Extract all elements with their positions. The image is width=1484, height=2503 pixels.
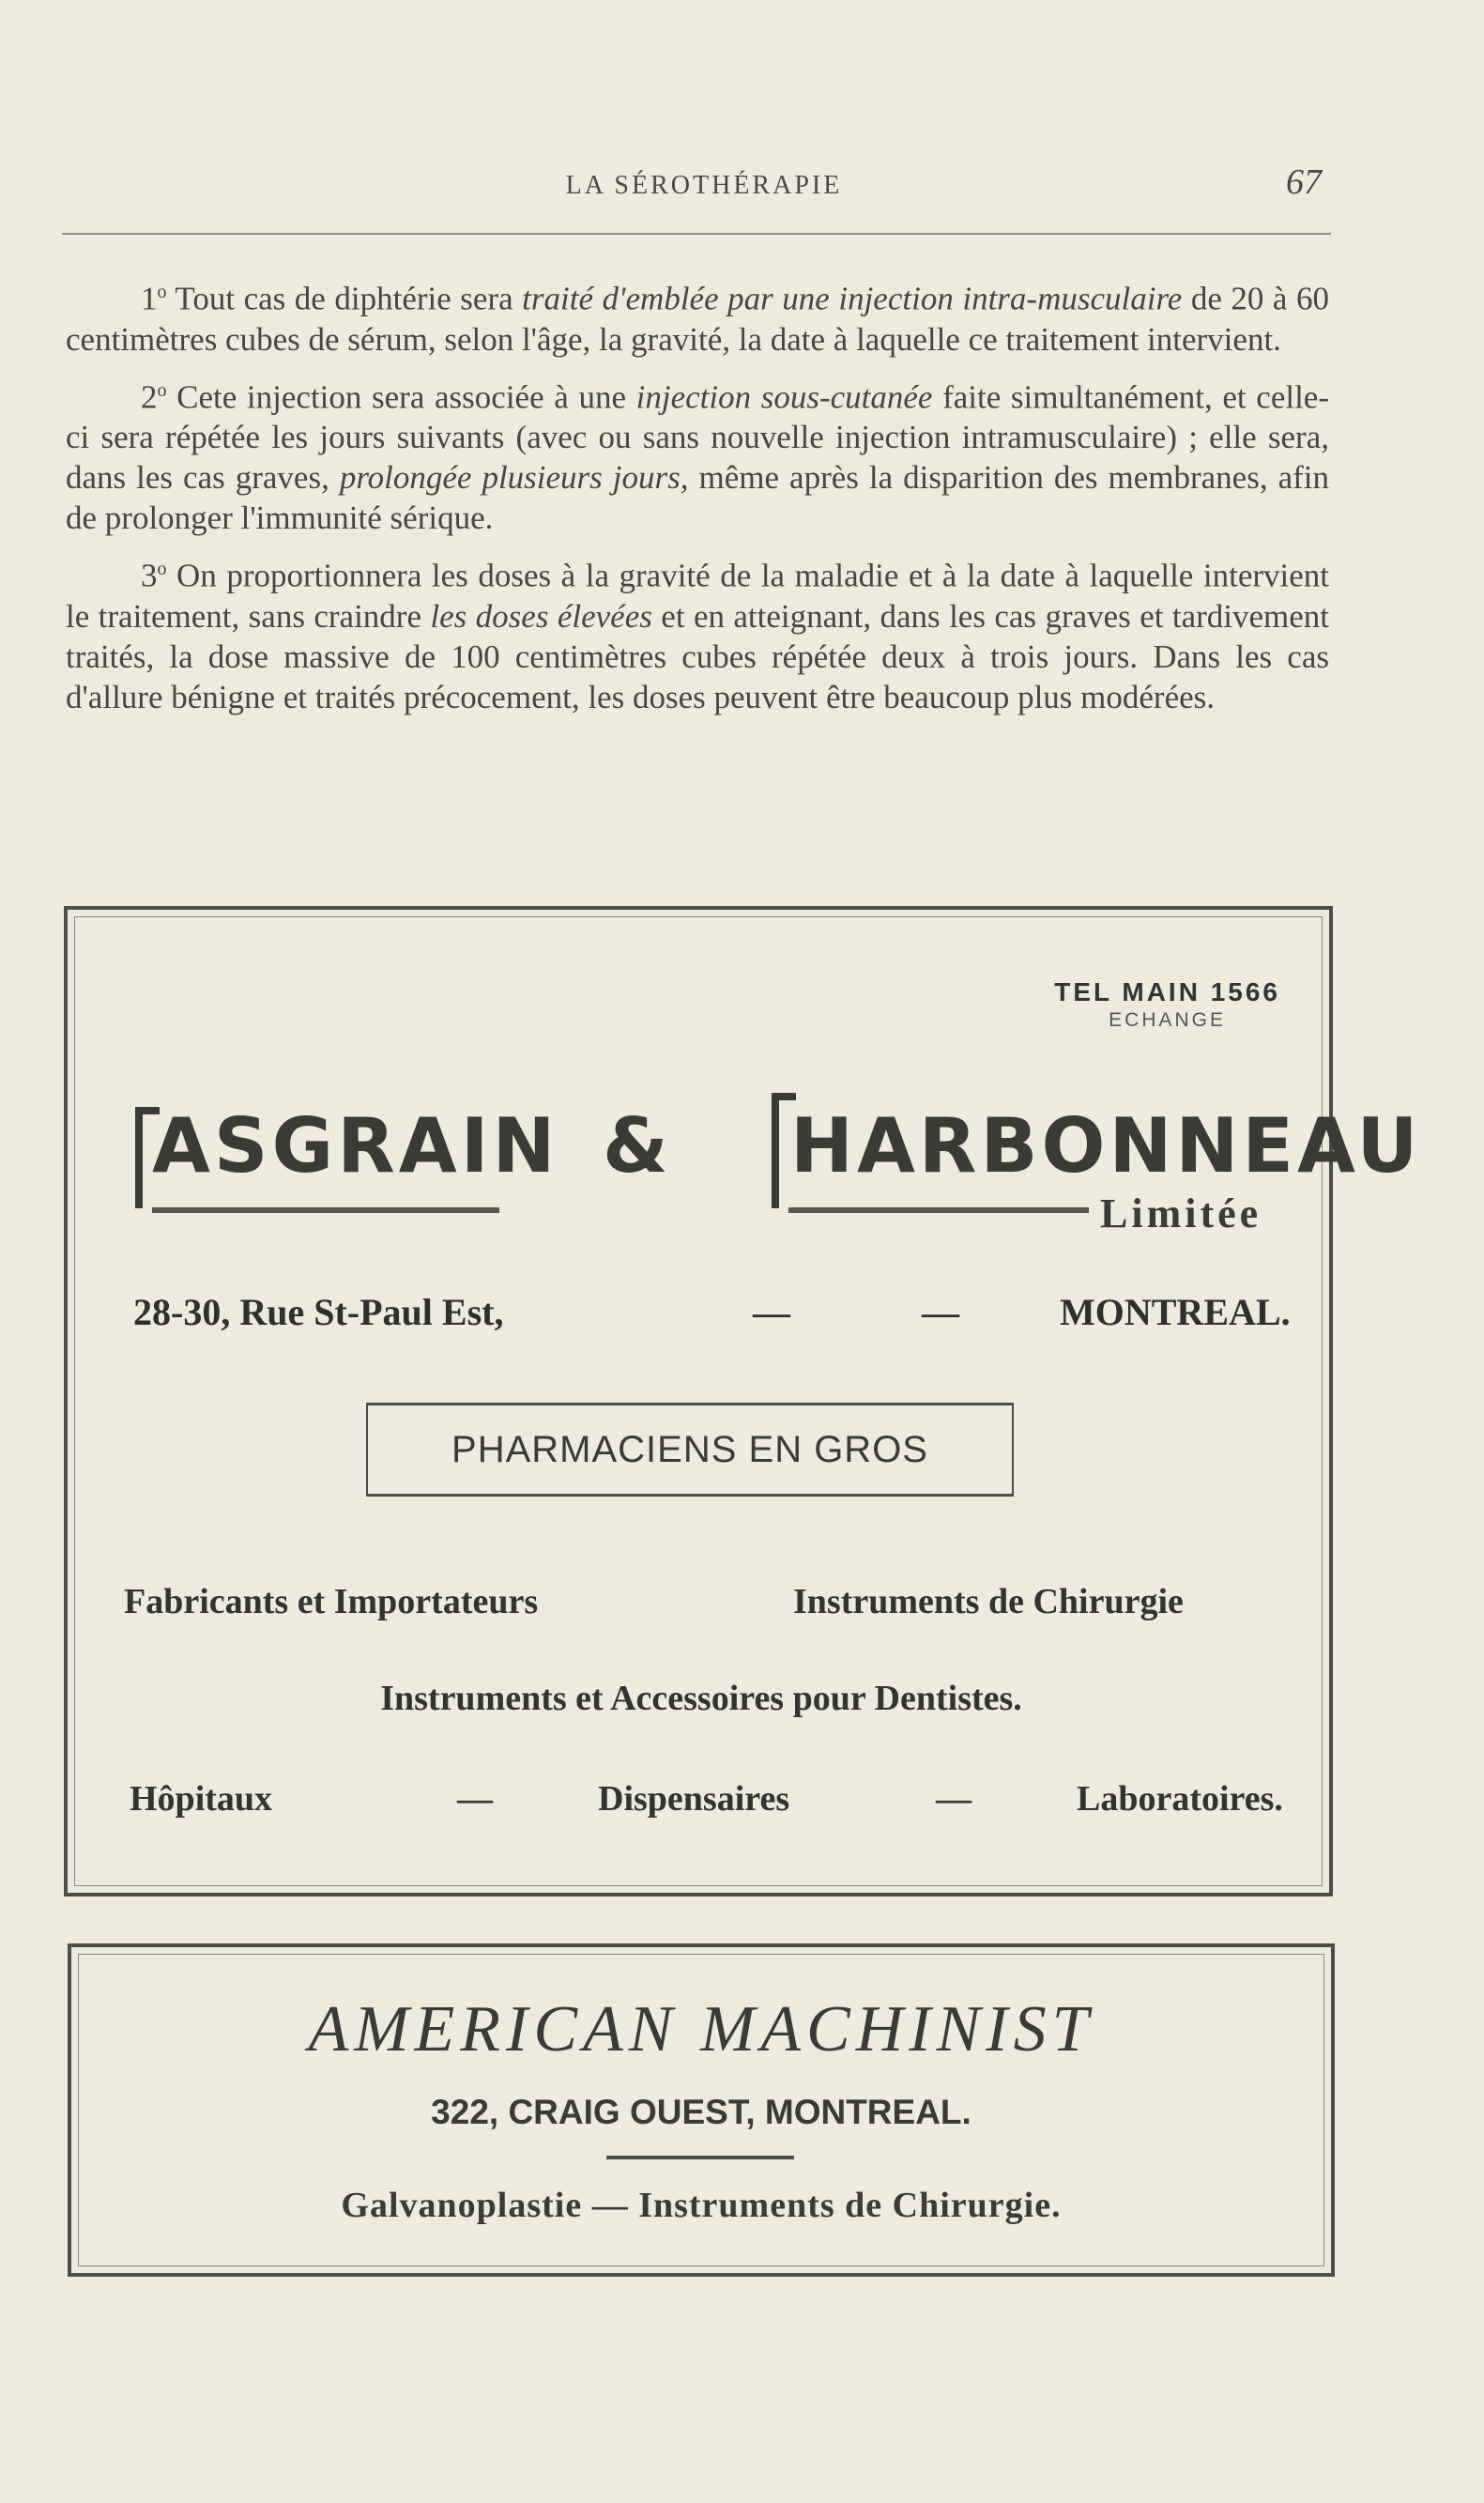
hopitaux-text: Hôpitaux (130, 1779, 273, 1819)
telephone-block (1054, 977, 1280, 1032)
separator-rule (606, 2156, 794, 2159)
company-services: Galvanoplastie — Instruments de Chirurgie. (341, 2186, 1062, 2225)
paragraph (66, 371, 1329, 539)
logo-underline (152, 1207, 499, 1213)
advertisement-lasgrain-charbonneau (64, 906, 1422, 1896)
logo-word-lasgrain: ASGRAIN (152, 1102, 559, 1190)
dentists-text: Instruments et Accessoires pour Dentistes. (380, 1679, 1022, 1718)
pharmaciens-box: PHARMACIENS EN GROS (366, 1403, 1014, 1497)
dash: — (936, 1779, 971, 1819)
text-run: Cete injection sera associée à une (166, 378, 636, 416)
text-run: même après la disparition des membranes, afin de prolonger l'immunité sérique. (66, 459, 1329, 537)
text-run: faite simultanément, et celle-ci sera répétée les jours suivants (avec ou sans nouvelle injection intramusculaire) ; elle sera, dans les cas graves, (66, 378, 1329, 497)
paragraph-number: 3 (141, 557, 158, 594)
page-number: 67 (1286, 162, 1322, 202)
article-body (66, 272, 1329, 729)
paragraph (66, 549, 1329, 717)
text-run: de 20 à 60 centimètres cubes de sérum, selon l'âge, la gravité, la date à laquelle ce traitement intervient. (66, 280, 1329, 358)
header-rule (62, 233, 1331, 235)
ordinal-mark: o (157, 379, 167, 401)
italic-phrase: injection sous-cutanée (635, 378, 933, 416)
paragraph-number: 2 (141, 378, 158, 416)
dentists-row (124, 1678, 1278, 1725)
dash: — (922, 1291, 959, 1333)
laboratoires-text: Laboratoires. (1077, 1779, 1283, 1819)
ordinal-mark: o (157, 282, 167, 302)
advertisement-american-machinist (68, 1943, 1335, 2277)
company-name: AMERICAN MACHINIST (308, 1993, 1094, 2065)
logo-word-charbonneau: HARBONNEAU (790, 1102, 1422, 1190)
address-row (124, 1290, 1291, 1337)
italic-phrase: traité d'emblée par une injection intra-musculaire (522, 280, 1183, 317)
italic-phrase: prolongée plusieurs jours, (339, 459, 689, 497)
paragraph-number: 1 (141, 280, 158, 317)
fabricants-text: Fabricants et Importateurs (124, 1582, 539, 1621)
text-run: On proportionnera les doses à la gravité de la maladie et à la date à laquelle intervient le traitement, sans craindre (66, 557, 1329, 635)
company-address: 322, CRAIG OUEST, MONTREAL. (431, 2093, 971, 2131)
telephone-number: TEL MAIN 1566 (1054, 977, 1280, 1006)
logo-underline (788, 1207, 1089, 1213)
dash: — (457, 1779, 493, 1819)
text-run: et en atteignant, dans les cas graves et tardivement traités, la dose massive de 100 centimètres cubes répétée deux à trois jours. Dans les cas d'allure bénigne et traités précocement, les doses peuvent être beaucoup plus modérées. (66, 597, 1330, 715)
city: MONTREAL. (1060, 1291, 1291, 1333)
products-row (124, 1581, 1278, 1628)
street-address: 28-30, Rue St-Paul Est, (133, 1291, 504, 1333)
logo-limitee: Limitée (1100, 1190, 1262, 1236)
dispensaires-text: Dispensaires (598, 1779, 790, 1819)
logo-ampersand: & (603, 1102, 672, 1190)
exchange-label: ECHANGE (1109, 1009, 1227, 1031)
institutions-row (124, 1778, 1283, 1825)
running-header (0, 161, 1484, 218)
ordinal-mark: o (157, 559, 167, 580)
surgical-instruments-text: Instruments de Chirurgie (793, 1582, 1184, 1621)
company-logo (115, 1102, 1422, 1236)
text-run: Tout cas de diphtérie sera (166, 280, 523, 317)
italic-phrase: les doses élevées (430, 597, 652, 635)
paragraph (66, 272, 1329, 360)
dash: — (753, 1291, 790, 1333)
running-title: LA SÉROTHÉRAPIE (565, 171, 843, 200)
